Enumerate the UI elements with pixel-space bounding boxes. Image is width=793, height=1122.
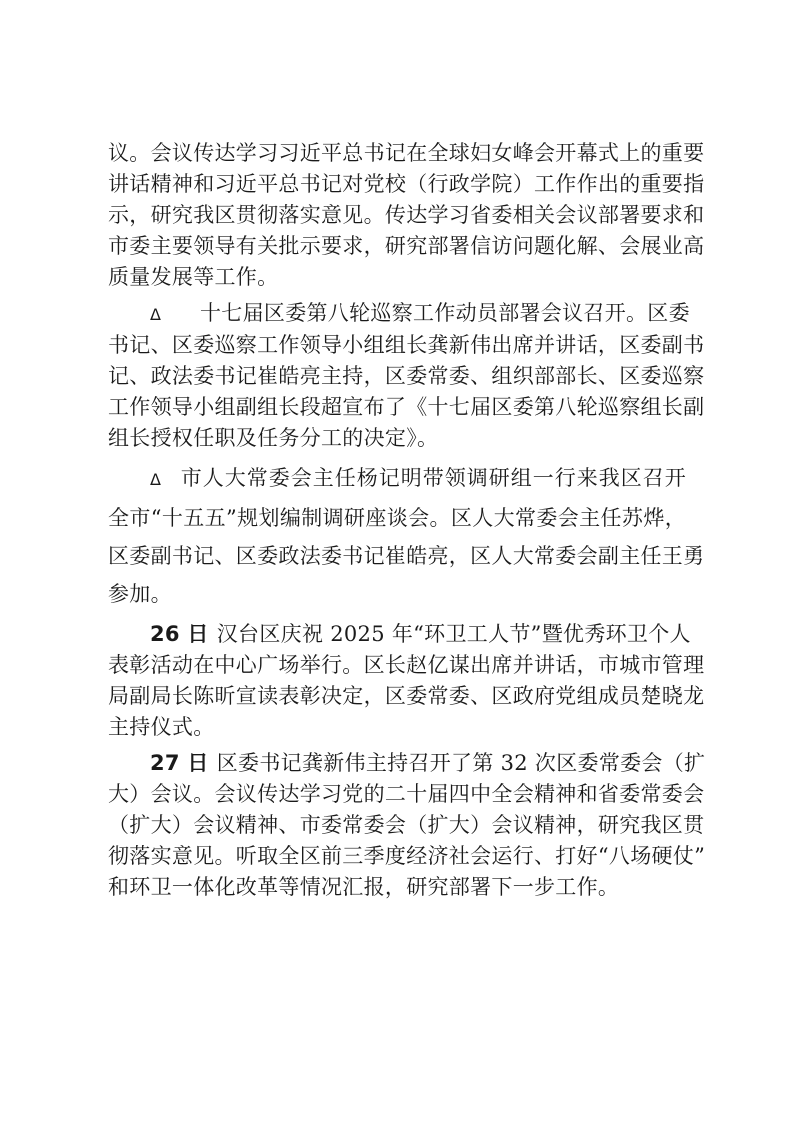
text-line-first <box>108 748 706 779</box>
text-line-first <box>108 619 691 650</box>
text-line: 彻落实意见。听取全区前三季度经济社会运行、打好“八场硬仗” <box>108 844 706 868</box>
text-line: 参加。 <box>108 582 172 606</box>
date-label: 27 日 <box>150 751 209 775</box>
text-line: 和环卫一体化改革等情况汇报，研究部署下一步工作。 <box>108 875 620 899</box>
text-line: 书记、区委巡察工作领导小组组长龚新伟出席并讲话，区委副书 <box>108 333 705 357</box>
text-line: 全市“十五五”规划编制调研座谈会。区人大常委会主任苏烨， <box>108 506 686 530</box>
text-line: 表彰活动在中心广场举行。区长赵亿谋出席并讲话，市城市管理 <box>108 653 705 677</box>
text-line: 议。会议传达学习习近平总书记在全球妇女峰会开幕式上的重要 <box>108 141 705 165</box>
text-line: 区委副书记、区委政法委书记崔皓亮，区人大常委会副主任王勇 <box>108 544 705 568</box>
text-line: 十七届区委第八轮巡察工作动员部署会议召开。区委 <box>200 301 690 325</box>
text-line: 记、政法委书记崔皓亮主持，区委常委、组织部部长、区委巡察 <box>108 364 705 388</box>
text-line: 示，研究我区贯彻落实意见。传达学习省委相关会议部署要求和 <box>108 203 705 227</box>
triangle-bullet-icon: Δ <box>150 305 162 324</box>
paragraph-meeting-continued <box>108 138 705 293</box>
text-line: 市委主要领导有关批示要求，研究部署信访问题化解、会展业高 <box>108 234 705 258</box>
text-line: 讲话精神和习近平总书记对党校（行政学院）工作作出的重要指 <box>108 172 705 196</box>
text-line: 市人大常委会主任杨记明带领调研组一行来我区召开 <box>180 466 686 490</box>
text-line: 局副局长陈昕宣读表彰决定，区委常委、区政府党组成员楚晓龙 <box>108 684 705 708</box>
text-line: 汉台区庆祝 2025 年“环卫工人节”暨优秀环卫个人 <box>216 622 691 646</box>
text-line: 主持仪式。 <box>108 715 215 739</box>
paragraph-day-27 <box>108 748 706 903</box>
document-page <box>108 138 706 908</box>
text-line: 工作领导小组副组长段超宣布了《十七届区委第八轮巡察组长副 <box>108 395 705 419</box>
text-line: 大）会议。会议传达学习党的二十届四中全会精神和省委常委会 <box>108 782 705 806</box>
paragraph-npc-research <box>108 459 705 613</box>
paragraph-day-26 <box>108 619 705 743</box>
text-line: （扩大）会议精神、市委常委会（扩大）会议精神，研究我区贯 <box>108 813 705 837</box>
text-line-first <box>108 459 686 499</box>
text-line: 区委书记龚新伟主持召开了第 32 次区委常委会（扩 <box>216 751 706 775</box>
text-line: 质量发展等工作。 <box>108 265 279 289</box>
text-line: 组长授权任职及任务分工的决定》。 <box>108 426 439 450</box>
triangle-bullet-icon: Δ <box>150 470 162 489</box>
paragraph-inspection-meeting <box>108 298 705 454</box>
date-label: 26 日 <box>150 622 209 646</box>
text-line-first <box>108 298 690 330</box>
